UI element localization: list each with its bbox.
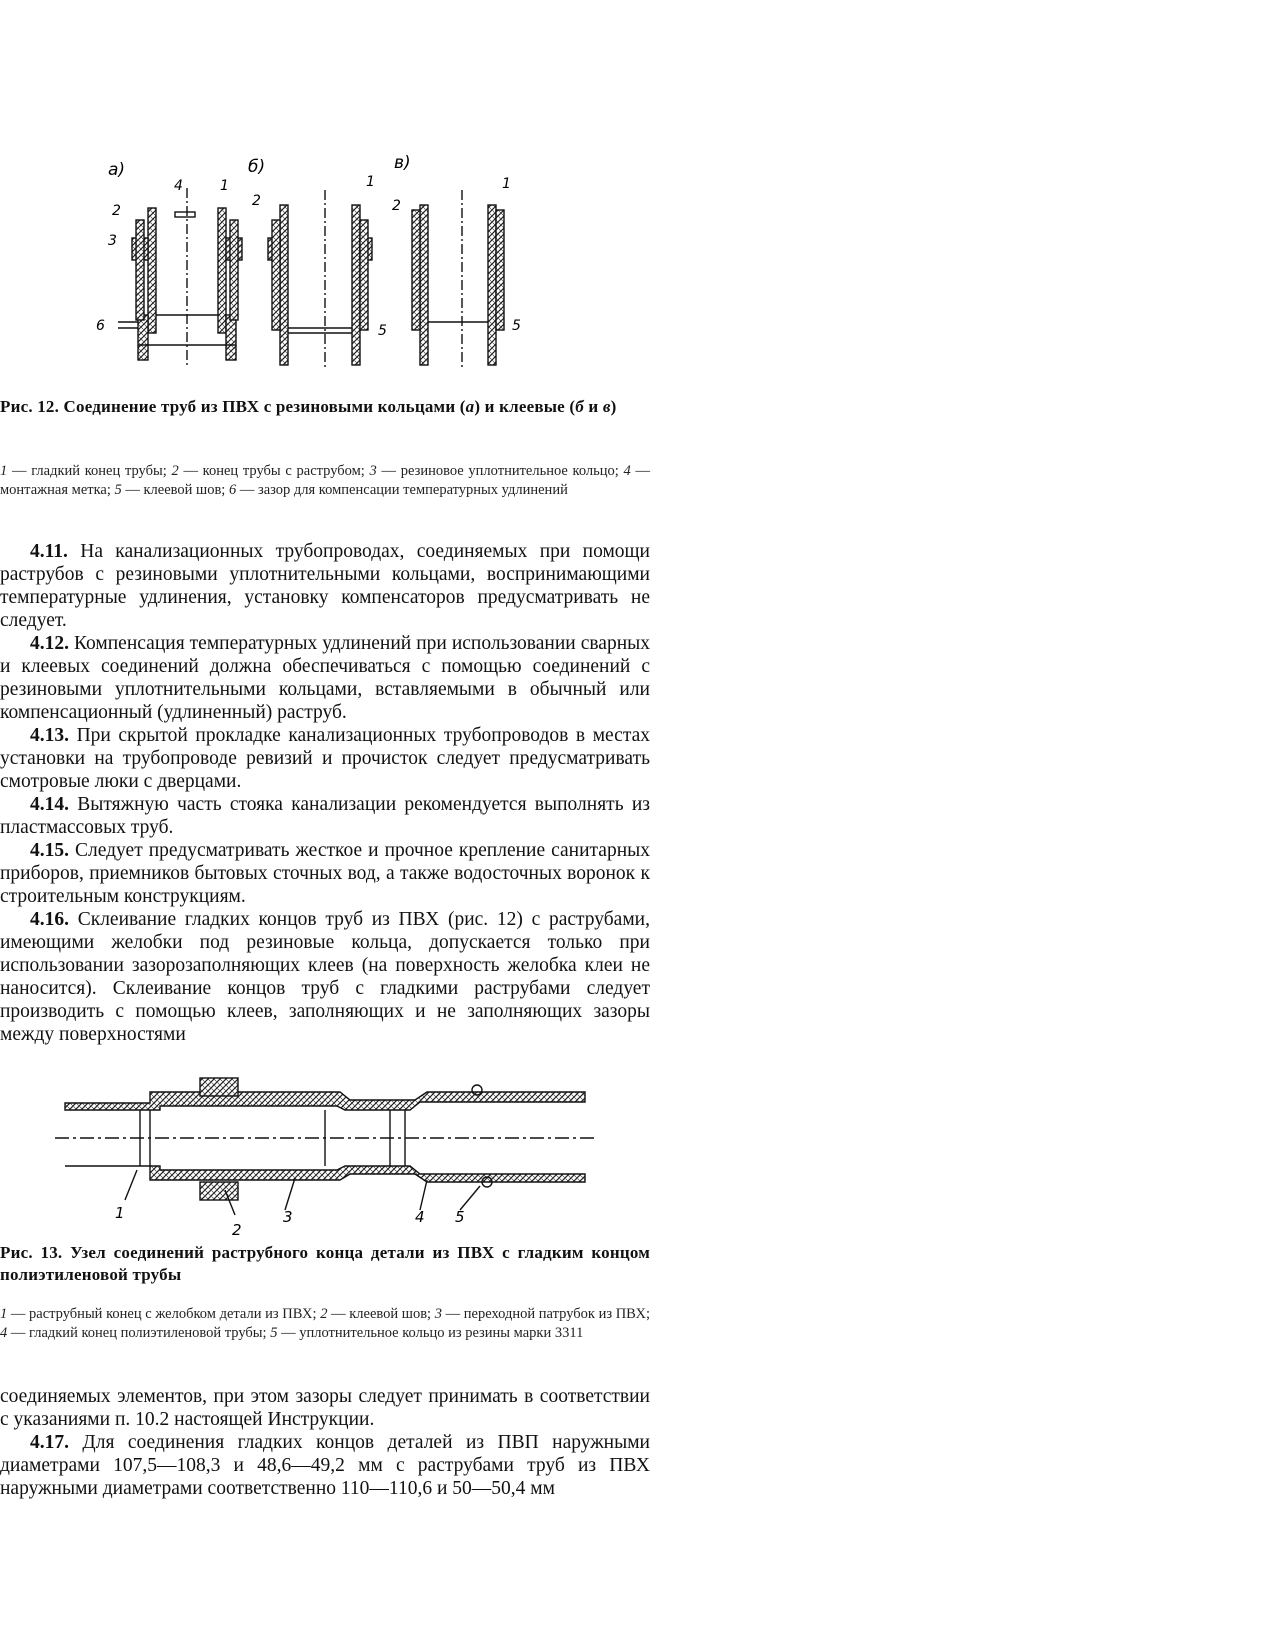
paragraph-text: Следует предусматривать жесткое и прочное крепление санитарных приборов, приемников бытовых сточных вод, а также водосточных воронок к строительным конструкциям. — [0, 840, 650, 907]
body-section-1 — [0, 540, 650, 1046]
figure-12-drawing — [90, 150, 560, 390]
paragraph-4-14 — [0, 793, 650, 839]
callout-b-2: 2 — [252, 193, 261, 209]
callout-c-1: 1 — [502, 176, 511, 192]
figure-12-caption — [0, 396, 650, 418]
caption-12-a: а — [465, 397, 475, 416]
figure-13-drawing — [55, 1070, 595, 1240]
legend-12-text-1: — гладкий конец трубы; — [7, 463, 172, 479]
legend-12-num-6: 6 — [228, 482, 237, 498]
legend-12-text-5: — клеевой шов; — [121, 482, 229, 498]
caption-12-and: и — [583, 397, 603, 416]
legend-13-text-4: — гладкий конец полиэтиленовой трубы; — [7, 1325, 271, 1341]
paragraph-text: Склеивание гладких концов труб из ПВХ (рис. 12) с раструбами, имеющими желобки под резиновые кольца, допускается только при использовании зазорозаполняющих клеев (на поверхность желобка клеи не наносится). Склеивание концов труб с гладкими раструбами следует производить с помощью клеев, заполняющих и не заполняющих зазоры между поверхностями — [0, 909, 650, 1045]
legend-12-text-6: — зазор для компенсации температурных удлинений — [236, 482, 568, 498]
paragraph-4-11 — [0, 540, 650, 632]
callout-13-2: 2 — [232, 1221, 242, 1239]
legend-12-num-1: 1 — [0, 463, 8, 479]
paragraph-number: 4.15. — [30, 840, 69, 861]
paragraph-number: 4.16. — [30, 909, 69, 930]
callout-13-5: 5 — [455, 1208, 465, 1226]
legend-13-num-5: 5 — [270, 1325, 278, 1341]
paragraph-4-12 — [0, 632, 650, 724]
caption-12-end: ) — [610, 397, 617, 416]
callout-13-1: 1 — [115, 1204, 125, 1222]
callout-b-5: 5 — [378, 323, 387, 339]
legend-12-text-3: — резиновое уплотнительное кольцо; — [376, 463, 624, 479]
legend-13-num-4: 4 — [0, 1325, 8, 1341]
body-section-2 — [0, 1385, 650, 1500]
legend-13-text-2: — клеевой шов; — [327, 1306, 435, 1322]
legend-12-text-4: — монтажная метка; — [0, 463, 650, 498]
callout-a-3: 3 — [108, 233, 117, 249]
caption-12-prefix: Рис. 12. Соединение труб из ПВХ с резиновыми кольцами ( — [0, 397, 466, 416]
legend-12-num-2: 2 — [171, 463, 179, 479]
figure-13-legend — [0, 1305, 650, 1343]
paragraph-4-15 — [0, 839, 650, 908]
callout-c-5: 5 — [512, 318, 521, 334]
paragraph-number: 4.11. — [30, 541, 68, 562]
paragraph-number: 4.13. — [30, 725, 69, 746]
paragraph-continuation: соединяемых элементов, при этом зазоры следует принимать в соответствии с указаниями п. 10.2 настоящей Инструкции. — [0, 1386, 650, 1430]
paragraph-number: 4.12. — [30, 633, 69, 654]
paragraph-text: Для соединения гладких концов деталей из ПВП наружными диаметрами 107,5—108,3 и 48,6—49,2 мм с раструбами труб из ПВХ наружными диаметрами соответственно 110—110,6 и 50—50,4 мм — [0, 1432, 650, 1499]
legend-13-num-3: 3 — [434, 1306, 442, 1322]
caption-12-mid: ) и клеевые ( — [474, 397, 576, 416]
legend-12-text-2: — конец трубы с раструбом; — [178, 463, 370, 479]
legend-12-num-4: 4 — [623, 463, 631, 479]
figure-13-caption: Рис. 13. Узел соединений раструбного конца детали из ПВХ с гладким концом полиэтиленовой трубы — [0, 1243, 650, 1284]
panel-label-b: б) — [248, 157, 266, 177]
legend-13-num-2: 2 — [320, 1306, 328, 1322]
paragraph-text: На канализационных трубопроводах, соединяемых при помощи раструбов с резиновыми уплотнительными кольцами, воспринимающими температурные удлинения, установку компенсаторов предусматривать не следует. — [0, 541, 650, 631]
panel-label-a: а) — [108, 160, 126, 180]
caption-12-c: в — [602, 397, 611, 416]
callout-a-6: 6 — [96, 318, 105, 334]
legend-12-num-3: 3 — [369, 463, 377, 479]
legend-13-text-3: — переходной патрубок из ПВХ; — [441, 1306, 650, 1322]
panel-c-drawing — [412, 190, 504, 370]
legend-12-num-5: 5 — [114, 482, 122, 498]
callout-b-1: 1 — [366, 174, 375, 190]
paragraph-number: 4.14. — [30, 794, 69, 815]
callout-13-4: 4 — [415, 1208, 425, 1226]
legend-13-text-1: — раструбный конец с желобком детали из ПВХ; — [7, 1306, 321, 1322]
figure-12-legend — [0, 462, 650, 500]
paragraph-text: Вытяжную часть стояка канализации рекомендуется выполнять из пластмассовых труб. — [0, 794, 650, 838]
callout-a-2: 2 — [112, 203, 121, 219]
legend-13-num-1: 1 — [0, 1306, 8, 1322]
callout-13-3: 3 — [283, 1208, 293, 1226]
legend-13-text-5: — уплотнительное кольцо из резины марки 3311 — [277, 1325, 584, 1341]
paragraph-4-16 — [0, 908, 650, 1046]
callout-a-1: 1 — [220, 178, 229, 194]
caption-12-b: б — [575, 397, 584, 416]
panel-a-drawing — [118, 188, 242, 365]
paragraph-text: При скрытой прокладке канализационных трубопроводов в местах установки на трубопроводе ревизий и прочисток следует предусматривать смотровые люки с дверцами. — [0, 725, 650, 792]
paragraph-number: 4.17. — [30, 1432, 69, 1453]
callout-c-2: 2 — [392, 198, 401, 214]
panel-b-drawing — [268, 190, 372, 370]
paragraph-4-17 — [0, 1431, 650, 1500]
paragraph-text: Компенсация температурных удлинений при использовании сварных и клеевых соединений должна обеспечиваться с помощью соединений с резиновыми уплотнительными кольцами, вставляемыми в обычный или компенсационный (удлиненный) раструб. — [0, 633, 650, 723]
callout-a-4: 4 — [174, 178, 183, 194]
panel-label-c: в) — [394, 153, 411, 173]
paragraph-4-13 — [0, 724, 650, 793]
